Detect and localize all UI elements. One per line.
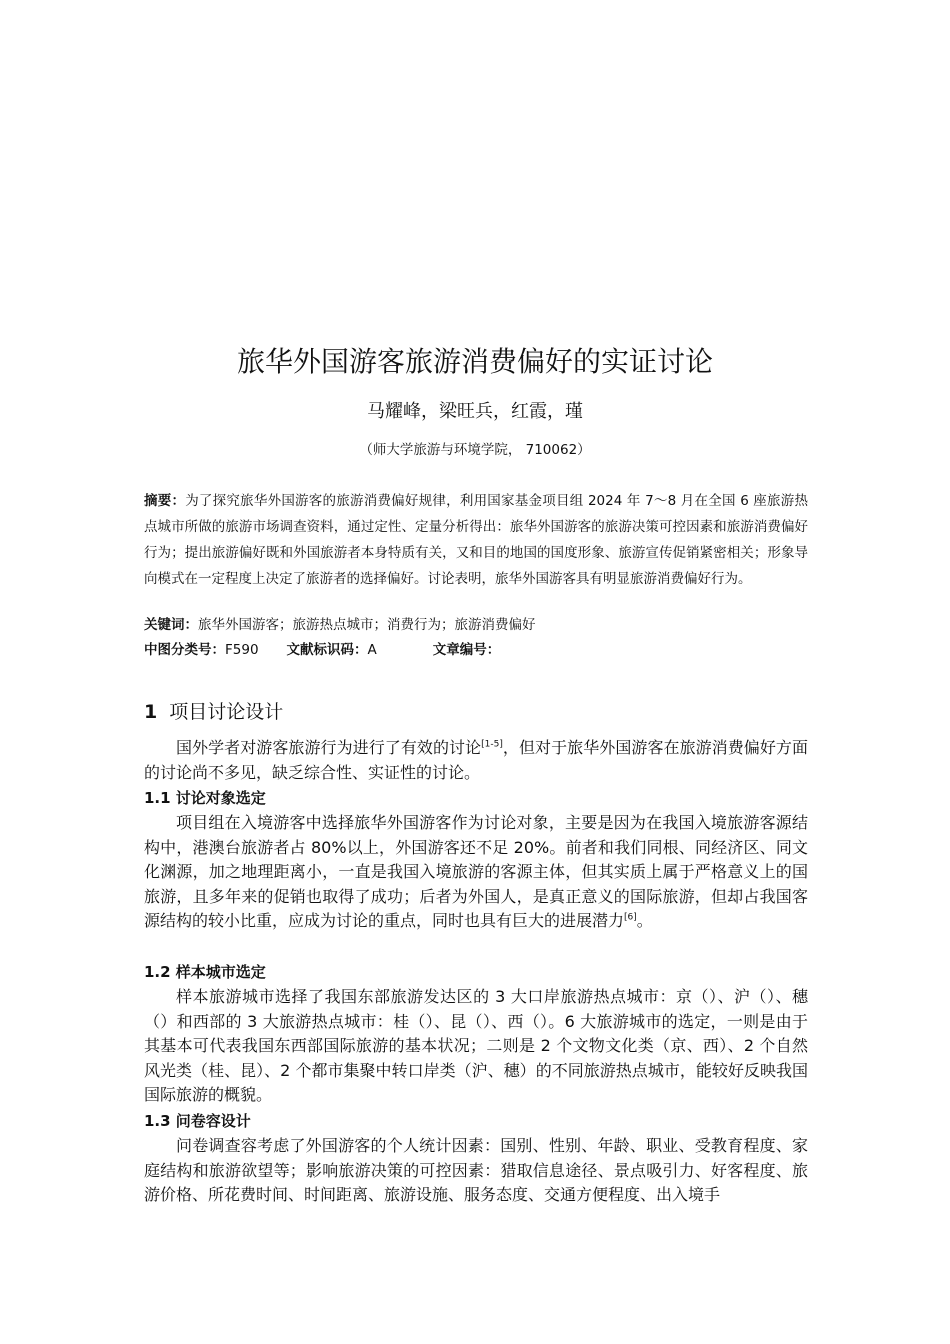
s11-text-a: 项目组在入境游客中选择旅华外国游客作为讨论对象，主要是因为在我国入境旅游客源结构中，港澳台旅游者占 80%以上，外国游客还不足 20%。前者和我们同根、同经济区、同文化渊源，加之地理距离小，一直是我国入境旅游的客源主体，但其实质上属于严格意义上的国旅游，且多年来的促销也取得了成功；后者为外国人，是真正意义的国际旅游，但却占我国客源结构的较小比重，应成为讨论的重点，同时也具有巨大的进展潜力: [144, 813, 808, 930]
clc-label: 中图分类号：: [144, 642, 225, 658]
keywords-text: 旅华外国游客；旅游热点城市；消费行为；旅游消费偏好: [198, 617, 536, 633]
section-1-heading: [144, 697, 808, 727]
section-1-1-text: [144, 811, 808, 934]
citation-6: [6]: [624, 912, 637, 923]
section-1-2-text: 样本旅游城市选择了我国东部旅游发达区的 3 大口岸旅游热点城市：京（）、沪（）、穗（）和西部的 3 大旅游热点城市：桂（）、昆（）、西（）。6 大旅游城市的选定，一则是由于其基本可代表我国东西部国际旅游的基本状况；二则是 2 个文物文化类（京、西）、2 个自然风光类（桂、昆）、2 个都市集聚中转口岸类（沪、穗）的不同旅游热点城市，能较好反映我国国际旅游的概貌。: [144, 987, 808, 1104]
article-number-label: 文章编号：: [432, 642, 501, 658]
section-1-2-heading: 1.2 样本城市选定: [144, 963, 266, 981]
paper-authors: 马耀峰，梁旺兵，红霞，瑾: [367, 401, 583, 422]
s11-text-b: 。: [636, 911, 653, 930]
keywords: [144, 612, 808, 638]
paper-affiliation: （师大学旅游与环境学院， 710062）: [359, 442, 591, 458]
abstract-label: 摘要：: [144, 493, 186, 509]
abstract: [144, 488, 808, 592]
paper-title: 旅华外国游客旅游消费偏好的实证讨论: [236, 345, 713, 378]
abstract-text: 为了探究旅华外国游客的旅游消费偏好规律，利用国家基金项目组 2024 年 7～8 月在全国 6 座旅游热点城市所做的旅游市场调查资料，通过定性、定量分析得出：旅华外国游客的旅游决策可控因素和旅游消费偏好行为；提出旅游偏好既和外国旅游者本身特质有关，又和目的地国的国度形象、旅游宣传促销紧密相关；形象导向模式在一定程度上决定了旅游者的选择偏好。讨论表明，旅华外国游客具有明显旅游消费偏好行为。: [144, 493, 809, 587]
doc-code-label: 文献标识码：: [286, 642, 368, 658]
classification-line: [144, 637, 808, 663]
intro-text-b: ，但对于旅华外国游客在旅游消费偏好方面的讨论尚不多见，缺乏综合性、实证性的讨论。: [144, 738, 808, 782]
section-1-title: 项目讨论设计: [169, 701, 284, 723]
intro-text-a: 国外学者对游客旅游行为进行了有效的讨论: [176, 738, 482, 757]
doc-code-value: A: [367, 642, 377, 658]
citation-1-5: [1-5]: [481, 739, 503, 750]
section-1-intro: [144, 736, 808, 785]
keywords-label: 关键词：: [144, 617, 198, 633]
section-1-3-text: 问卷调查容考虑了外国游客的个人统计因素：国别、性别、年龄、职业、受教育程度、家庭结构和旅游欲望等；影响旅游决策的可控因素：猎取信息途径、景点吸引力、好客程度、旅游价格、所花费时间、时间距离、旅游设施、服务态度、交通方便程度、出入境手: [144, 1136, 808, 1204]
section-1-number: 1: [144, 701, 158, 723]
clc-value: F590: [225, 642, 259, 658]
section-1-1-heading: 1.1 讨论对象选定: [144, 789, 266, 807]
section-1-3-heading: 1.3 问卷容设计: [144, 1112, 251, 1130]
